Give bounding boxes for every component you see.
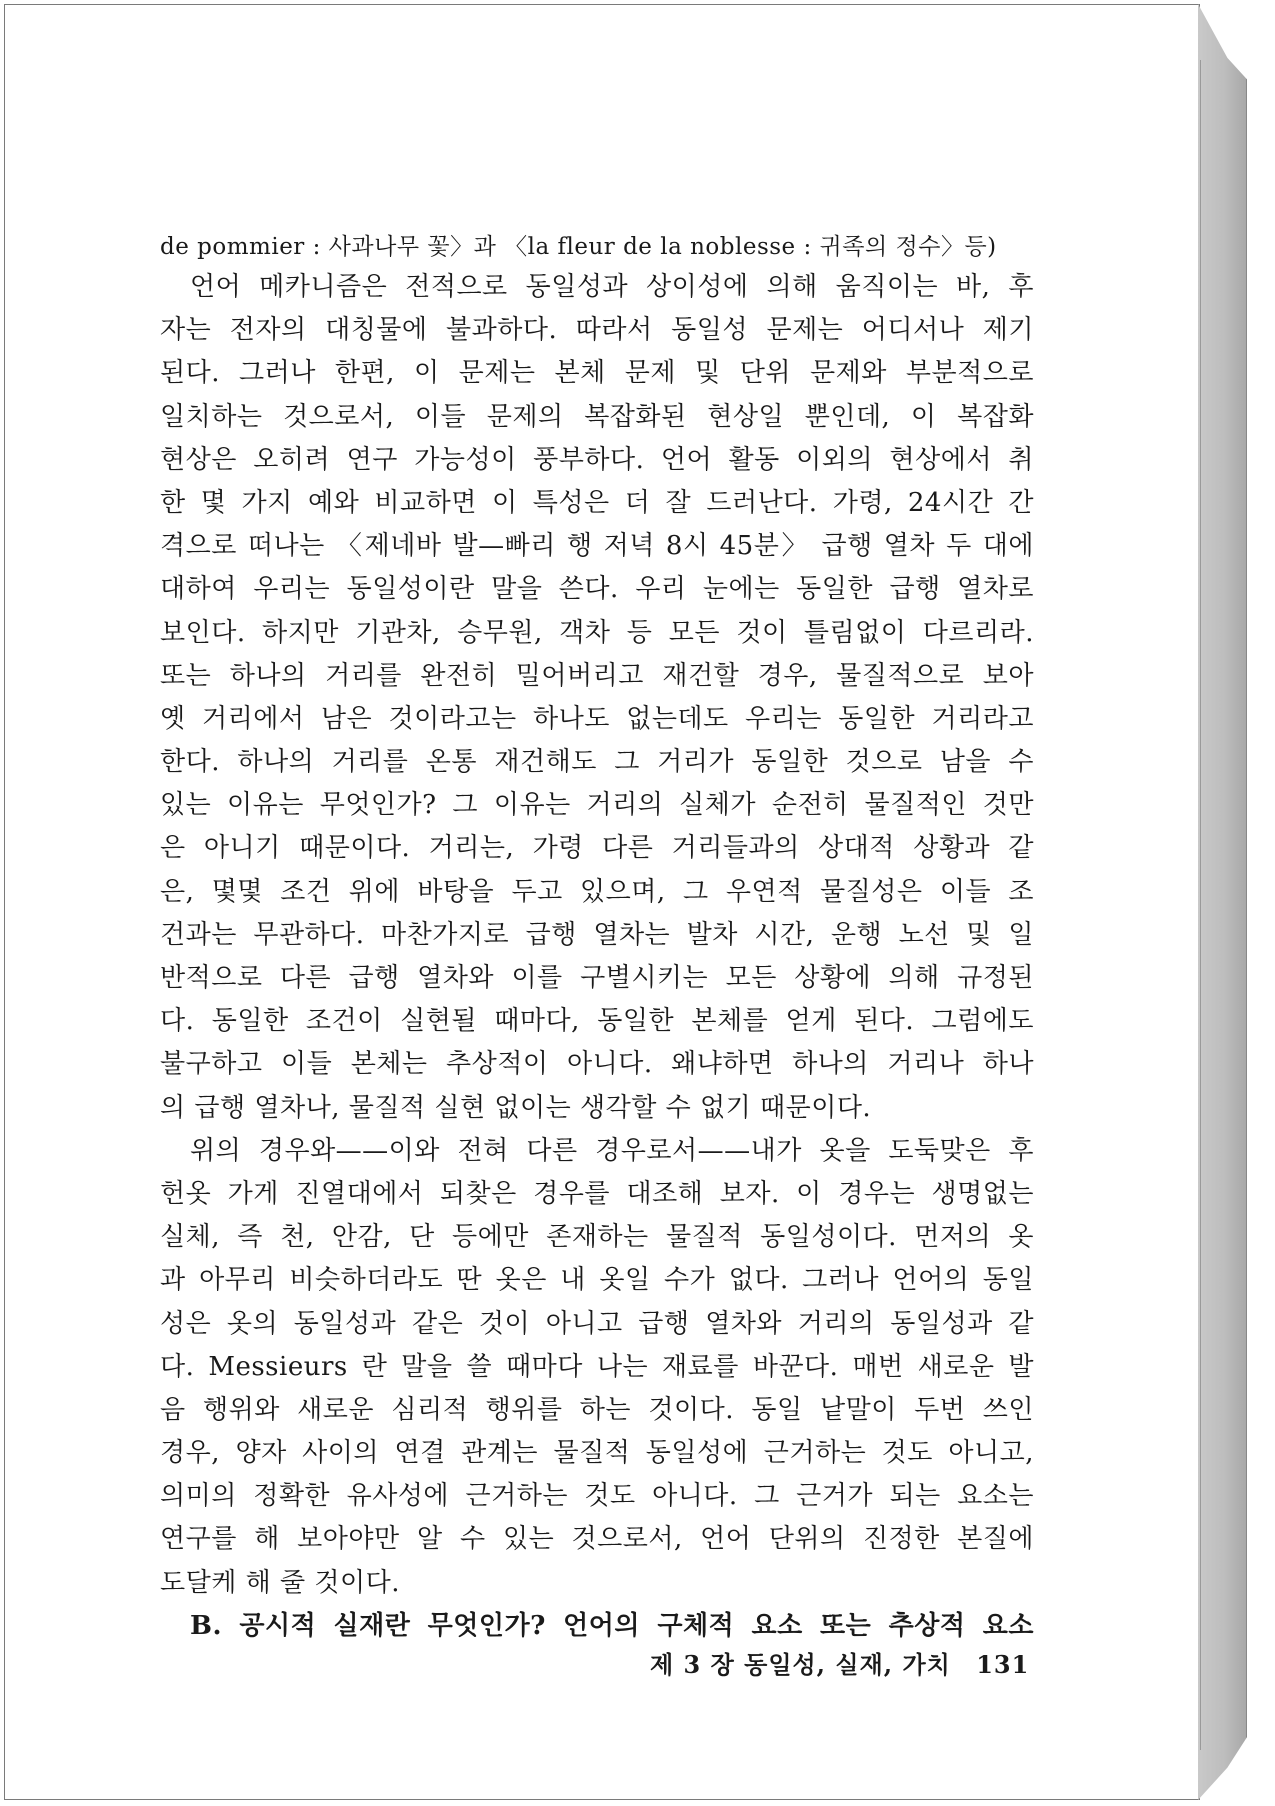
text-line: 은, 몇몇 조건 위에 바탕을 두고 있으며, 그 우연적 물질성은 이들 조 <box>160 876 1034 907</box>
running-head: 제 3 장 동일성, 실재, 가치 <box>650 1650 951 1679</box>
text-line: 또는 하나의 거리를 완전히 밀어버리고 재건할 경우, 물질적으로 보아 <box>160 660 1034 691</box>
text-line: 한 몇 가지 예와 비교하면 이 특성은 더 잘 드러난다. 가령, 24시간 간 <box>160 487 1034 518</box>
text-line: 연구를 해 보아야만 알 수 있는 것으로서, 언어 단위의 진정한 본질에 <box>160 1524 1034 1555</box>
text-line: 다. 동일한 조건이 실현될 때마다, 동일한 본체를 얻게 된다. 그럼에도 <box>160 1006 1034 1037</box>
text-line: 반적으로 다른 급행 열차와 이를 구별시키는 모든 상황에 의해 규정된 <box>160 963 1034 993</box>
text-line: 보인다. 하지만 기관차, 승무원, 객차 등 모든 것이 틀림없이 다르리라. <box>160 617 1034 648</box>
text-line: 옛 거리에서 남은 것이라고는 하나도 없는데도 우리는 동일한 거리라고 <box>160 703 1034 734</box>
text-line: 불구하고 이들 본체는 추상적이 아니다. 왜냐하면 하나의 거리나 하나 <box>160 1049 1034 1080</box>
section-heading-line: B. 공시적 실재란 무엇인가? 언어의 구체적 요소 또는 추상적 요소 <box>190 1610 1034 1641</box>
text-line: 의미의 정확한 유사성에 근거하는 것도 아니다. 그 근거가 되는 요소는 <box>160 1481 1034 1512</box>
body-text <box>160 228 1034 1648</box>
page-stack-edge <box>1198 4 1247 1800</box>
text-line: 은 아니기 때문이다. 거리는, 가령 다른 거리들과의 상대적 상황과 같 <box>160 833 1034 864</box>
text-line: 격으로 떠나는 〈제네바 발—빠리 행 저녁 8시 45분〉 급행 열차 두 대에 <box>160 531 1034 562</box>
text-line: 성은 옷의 동일성과 같은 것이 아니고 급행 열차와 거리의 동일성과 같 <box>160 1308 1034 1339</box>
text-line: 실체, 즉 천, 안감, 단 등에만 존재하는 물질적 동일성이다. 먼저의 옷 <box>160 1222 1034 1253</box>
text-line: 자는 전자의 대칭물에 불과하다. 따라서 동일성 문제는 어디서나 제기 <box>160 315 1034 346</box>
text-line: 건과는 무관하다. 마찬가지로 급행 열차는 발차 시간, 운행 노선 및 일 <box>160 919 1034 950</box>
text-line: 현상은 오히려 연구 가능성이 풍부하다. 언어 활동 이외의 현상에서 취 <box>160 444 1034 475</box>
text-line: 언어 메카니즘은 전적으로 동일성과 상이성에 의해 움직이는 바, 후 <box>190 272 1034 302</box>
text-line: 위의 경우와——이와 전혀 다른 경우로서——내가 옷을 도둑맞은 후 <box>190 1135 1034 1166</box>
text-line: 과 아무리 비슷하더라도 딴 옷은 내 옷일 수가 없다. 그러나 언어의 동일 <box>160 1265 1034 1296</box>
text-line: 대하여 우리는 동일성이란 말을 쓴다. 우리 눈에는 동일한 급행 열차로 <box>160 574 1034 605</box>
text-line: 도달케 해 줄 것이다. <box>160 1567 400 1598</box>
text-line: 의 급행 열차나, 물질적 실현 없이는 생각할 수 없기 때문이다. <box>160 1092 872 1123</box>
page-number: 131 <box>976 1650 1030 1679</box>
text-line: 한다. 하나의 거리를 온통 재건해도 그 거리가 동일한 것으로 남을 수 <box>160 747 1034 778</box>
text-line: 있는 이유는 무엇인가? 그 이유는 거리의 실체가 순전히 물질적인 것만 <box>160 790 1034 821</box>
text-line: 된다. 그러나 한편, 이 문제는 본체 문제 및 단위 문제와 부분적으로 <box>160 358 1034 389</box>
page-footer <box>650 1645 1029 1680</box>
text-line: 헌옷 가게 진열대에서 되찾은 경우를 대조해 보자. 이 경우는 생명없는 <box>160 1178 1034 1209</box>
text-line: 음 행위와 새로운 심리적 행위를 하는 것이다. 동일 낱말이 두번 쓰인 <box>160 1394 1034 1425</box>
text-line: 일치하는 것으로서, 이들 문제의 복잡화된 현상일 뿐인데, 이 복잡화 <box>160 401 1034 432</box>
text-line: 경우, 양자 사이의 연결 관계는 물질적 동일성에 근거하는 것도 아니고, <box>160 1438 1034 1469</box>
page-edge-line <box>1200 60 1201 1750</box>
text-line: 다. Messieurs 란 말을 쓸 때마다 나는 재료를 바꾼다. 매번 새로운 발 <box>160 1351 1034 1382</box>
text-line: de pommier : 사과나무 꽃〉과 〈la fleur de la noblesse : 귀족의 정수〉등) <box>160 234 997 260</box>
